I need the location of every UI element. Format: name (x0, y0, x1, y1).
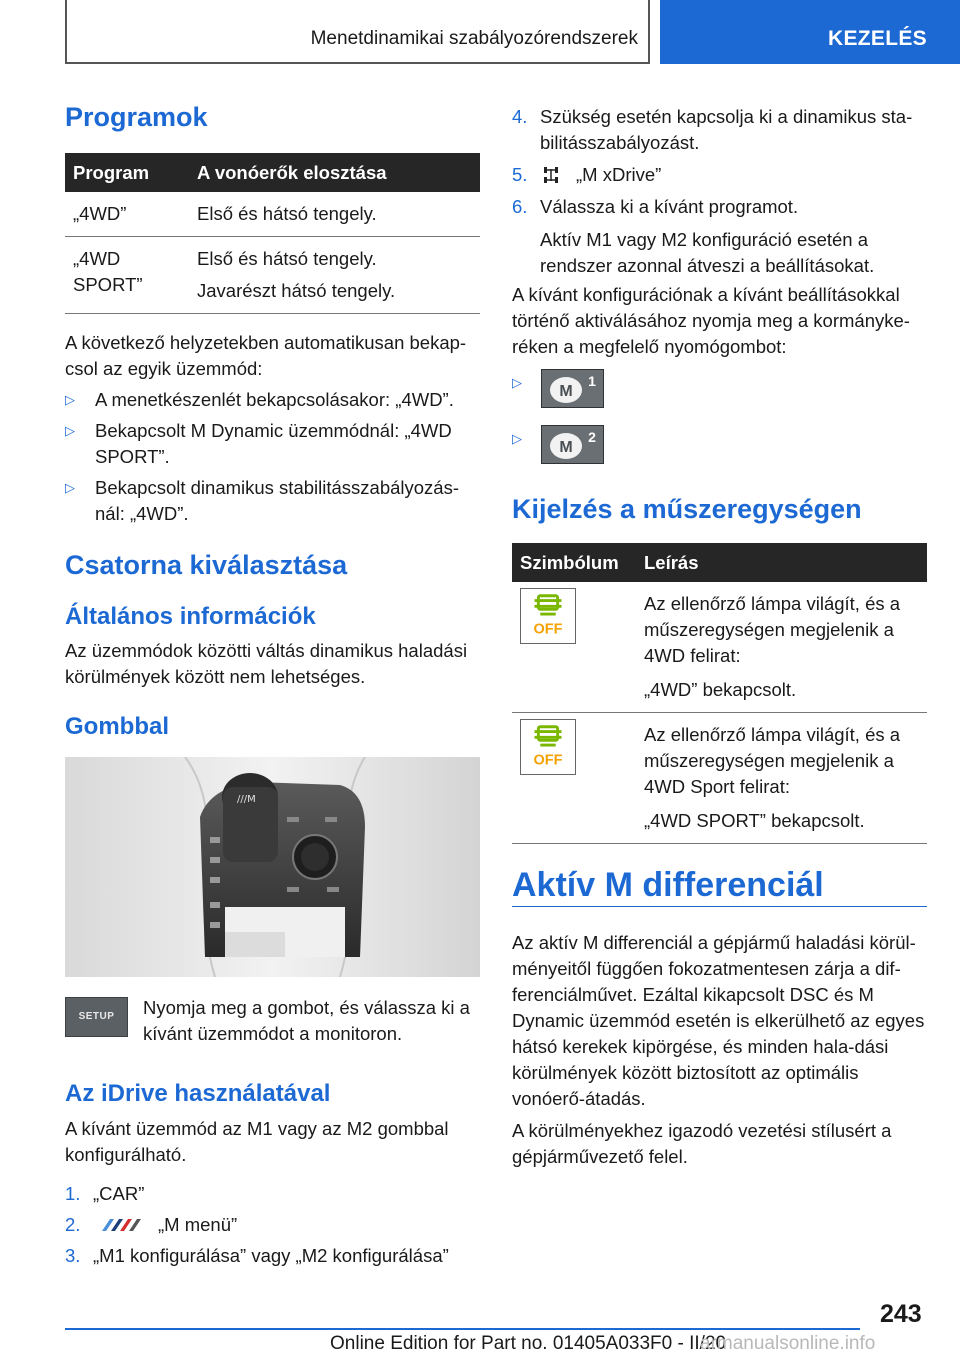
list-item: 2. „M menü” (65, 1214, 238, 1235)
header-chapter-label: KEZELÉS (828, 27, 927, 50)
awd-off-icon (520, 588, 576, 644)
table-row (65, 192, 480, 237)
svg-text:2: 2 (588, 429, 596, 445)
svg-text:M: M (559, 383, 573, 400)
list-item: ▷ Bekapcsolt dinamikus stabilitásszabályozás‐nál: „4WD”. (65, 477, 460, 524)
general-info-text: Az üzemmódok közötti váltás dinamikus haladási körülmények között nem lehetséges. (65, 640, 468, 687)
m2-button-image (541, 425, 604, 464)
list-item: 1. „CAR” (65, 1183, 145, 1204)
list-item: 4. Szükség esetén kapcsolja ki a dinamikus sta‐bilitásszabályozást. (512, 106, 913, 153)
section-divider (512, 906, 927, 907)
m-logo-icon (98, 1217, 143, 1233)
center-console-photo (65, 757, 480, 977)
program-desc: Első és hátsó tengely. Javarészt hátsó tengely. (189, 237, 480, 314)
bullet-marker: ▷ (512, 431, 522, 446)
table-row (512, 713, 927, 844)
page-number: 243 (880, 1300, 922, 1328)
programs-col-program: Program (65, 153, 189, 192)
bullet-marker: ▷ (512, 375, 522, 390)
header-section-title: Menetdinamikai szabályozórendszerek (310, 28, 638, 49)
m1-button-image (541, 369, 604, 408)
symbol-status: „4WD SPORT” bekapcsolt. (644, 810, 865, 831)
footer-divider (65, 1328, 860, 1330)
svg-text:OFF: OFF (533, 621, 563, 638)
setup-button-image: SETUP (65, 997, 128, 1037)
header-chapter-tab (660, 0, 960, 64)
activation-text: A kívánt konfigurációnak a kívánt beállításokkal történő aktiválásához nyomja meg a kormányke‐réken a megfelelő nyomógombot: (512, 284, 910, 357)
programs-title: Programok (65, 102, 208, 132)
list-item: 5. „M xDrive” (512, 164, 662, 185)
channel-title: Csatorna kiválasztása (65, 550, 348, 580)
awd-off-icon (520, 719, 576, 775)
list-item: ▷ A menetkészenlét bekapcsolásakor: „4WD”. (65, 387, 480, 413)
table-row (65, 237, 480, 314)
list-item: 3. „M1 konfigurálása” vagy „M2 konfigurálása” (65, 1245, 449, 1266)
xdrive-icon (542, 166, 560, 184)
button-section-title: Gombbal (65, 713, 170, 740)
program-name: „4WD” (65, 192, 189, 237)
svg-text:M: M (559, 439, 573, 456)
bullet-marker: ▷ (65, 423, 75, 438)
list-item: ▷ Bekapcsolt M Dynamic üzemmódnál: „4WD SPORT”. (65, 420, 452, 467)
symbol-description: Az ellenőrző lámpa világít, és a műszeregységen megjelenik a 4WD felirat: (644, 593, 901, 666)
watermark: armanualsonline.info (700, 1333, 876, 1354)
program-name: „4WD SPORT” (65, 237, 189, 314)
svg-text:1: 1 (588, 373, 596, 389)
idrive-text: A kívánt üzemmód az M1 vagy az M2 gombbal konfigurálható. (65, 1118, 449, 1165)
step6-note: Aktív M1 vagy M2 konfiguráció esetén a rendszer azonnal átveszi a beállításokat. (540, 229, 875, 276)
display-col-symbol: Szimbólum (512, 543, 636, 582)
svg-text:OFF: OFF (533, 752, 563, 769)
programs-col-distribution: A vonóerők elosztása (189, 153, 480, 192)
svg-text:///M: ///M (237, 794, 256, 805)
symbol-description: Az ellenőrző lámpa világít, és a műszeregységen megjelenik a 4WD Sport felirat: (644, 724, 901, 797)
setup-instructions: Nyomja meg a gombot, és válassza ki a kívánt üzemmódot a monitoron. (143, 997, 470, 1044)
display-title: Kijelzés a műszeregységen (512, 494, 862, 524)
bullet-marker: ▷ (65, 392, 75, 407)
symbol-status: „4WD” bekapcsolt. (644, 679, 797, 700)
bullet-marker: ▷ (65, 480, 75, 495)
table-row (512, 582, 927, 713)
general-info-title: Általános információk (65, 603, 316, 630)
footer-edition: Online Edition for Part no. 01405A033F0 - II/20 (330, 1333, 727, 1354)
display-table (512, 543, 927, 844)
idrive-title: Az iDrive használatával (65, 1080, 331, 1107)
display-col-description: Leírás (636, 543, 927, 582)
list-item: 6. Válassza ki a kívánt programot. (512, 196, 799, 217)
differential-text: Az aktív M differenciál a gépjármű haladási körül‐ményeitől függően fokozatmentesen zárja a dif‐ferenciálművet. Ezáltal kikapcsolt DSC és M Dynamic üzemmód esetén is elkerülhető az egyes hátsó kerekek kipörgése, és minden hala‐dási körülmények között biztosított az optimális vonóerő-átadás. A körülményekhez igazodó vezetési stílusért a gépjárművezető felel. (512, 932, 925, 1167)
program-desc: Első és hátsó tengely. (189, 192, 480, 237)
header-section-box (65, 0, 650, 64)
programs-intro: A következő helyzetekben automatikusan bekap‐csol az egyik üzemmód: (65, 332, 467, 379)
programs-table (65, 153, 480, 314)
differential-title: Aktív M differenciál (512, 866, 824, 904)
